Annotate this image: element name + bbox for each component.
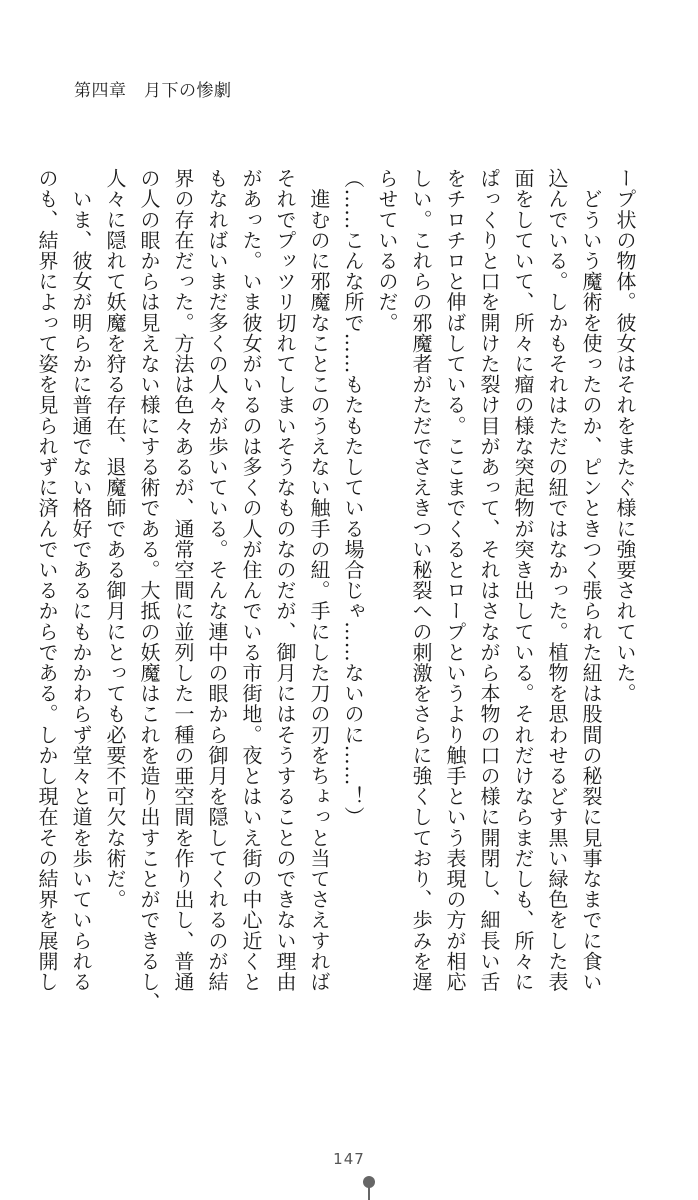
text-line: ぱっくりと口を開けた裂け目があって、それはさながら本物の口の様に開閉し、細長い舌 — [477, 168, 501, 992]
text-line: があった。いま彼女がいるのは多くの人が住んでいる市街地。夜とはいえ街の中心近くと — [239, 168, 263, 992]
chapter-header — [74, 76, 232, 101]
body-text — [35, 168, 642, 1013]
page-number: 147 — [333, 1150, 365, 1168]
chapter-number: 第四章 — [74, 81, 127, 101]
text-line: ープ状の物体。彼女はそれをまたぐ様に強要されていた。 — [613, 168, 637, 704]
text-line: 進むのに邪魔なことこのうえない触手の紐。手にした刀の刃をちょっと当てさえすれば — [307, 168, 331, 992]
text-line: の人の眼からは見えない様にする術である。大抵の妖魔はこれを造り出すことができるし、 — [137, 168, 161, 1013]
text-line: 面をしていて、所々に瘤の様な突起物が突き出している。それだけならまだしも、所々に — [511, 168, 535, 992]
text-line: 界の存在だった。方法は色々あるが、通常空間に並列した一種の亜空間を作り出し、普通 — [171, 168, 195, 992]
chapter-title: 月下の惨劇 — [144, 81, 232, 101]
text-line: のも、結界によって姿を見られずに済んでいるからである。しかし現在その結界を展開し — [35, 168, 59, 992]
text-line: それでプッツリ切れてしまいそうなものなのだが、御月にはそうすることのできない理由 — [273, 168, 297, 992]
text-line: らせているのだ。 — [375, 168, 399, 333]
text-line: いま、彼女が明らかに普通でない格好であるにもかかわらず堂々と道を歩いていられる — [69, 168, 93, 992]
page-marker-stem — [368, 1186, 370, 1200]
text-line: 人々に隠れて妖魔を狩る存在、退魔師である御月にとっても必要不可欠な術だ。 — [103, 168, 127, 910]
text-line: 込んでいる。しかもそれはただの紐ではなかった。植物を思わせるどす黒い緑色をした表 — [545, 168, 569, 992]
text-line: どういう魔術を使ったのか、ピンときつく張られた紐は股間の秘裂に見事なまでに食い — [579, 168, 603, 992]
text-line: もなればいまだ多くの人々が歩いている。そんな連中の眼から御月を隠してくれるのが結 — [205, 168, 229, 992]
text-line: をチロチロと伸ばしている。ここまでくるとロープというより触手という表現の方が相応 — [443, 168, 467, 992]
text-line: （……こんな所で……もたもたしている場合じゃ……ないのに……！） — [341, 168, 365, 828]
text-line: しい。これらの邪魔者がただでさえきつい秘裂への刺激をさらに強くしており、歩みを遅 — [409, 168, 433, 992]
